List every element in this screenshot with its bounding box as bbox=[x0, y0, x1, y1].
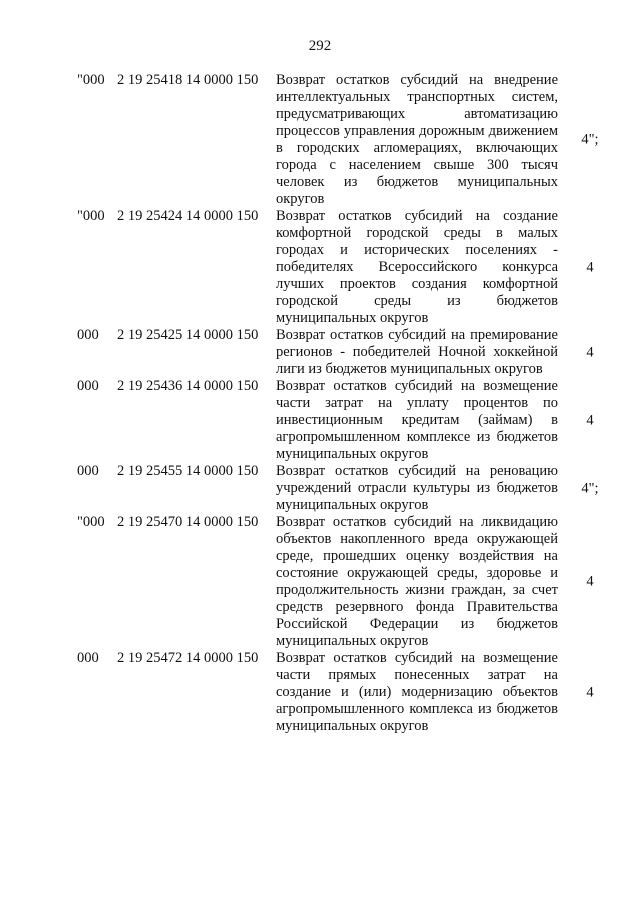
norm-value: 4 bbox=[586, 573, 594, 590]
budget-classification-code: 2 19 25455 14 0000 150 bbox=[117, 463, 259, 479]
table-row bbox=[0, 463, 640, 514]
norm-value: 4 bbox=[586, 259, 594, 275]
budget-classification-code: 2 19 25472 14 0000 150 bbox=[117, 650, 259, 666]
budget-classification-code: 2 19 25424 14 0000 150 bbox=[117, 208, 259, 224]
admin-code: 000 bbox=[77, 650, 99, 666]
table-row bbox=[0, 327, 640, 378]
budget-classification-code: 2 19 25470 14 0000 150 bbox=[117, 514, 259, 530]
revenue-description: Возврат остатков субсидий на ликвидацию объектов накопленного вреда окружающей среде, прошедших оценку воздействия на состояние окружающей среды, здоровье и продолжительность жизни граждан, за счет средств резервного фонда Правительства Российской Федерации из бюджетов муниципальных округов bbox=[276, 514, 558, 649]
norm-value: 4 bbox=[586, 684, 594, 700]
table-row bbox=[0, 378, 640, 463]
revenue-description: Возврат остатков субсидий на возмещение части прямых понесенных затрат на создание и (или) модернизацию объектов агропромышленного комплекса из бюджетов муниципальных округов bbox=[276, 650, 558, 734]
budget-classification-code: 2 19 25436 14 0000 150 bbox=[117, 378, 259, 394]
admin-code: 000 bbox=[77, 378, 99, 394]
table-row bbox=[0, 514, 640, 650]
table-row bbox=[0, 208, 640, 327]
revenue-description: Возврат остатков субсидий на реновацию учреждений отрасли культуры из бюджетов муниципальных округов bbox=[276, 463, 558, 513]
norm-value: 4 bbox=[586, 412, 594, 428]
table-row bbox=[0, 650, 640, 735]
budget-codes-table bbox=[0, 72, 640, 735]
revenue-description: Возврат остатков субсидий на премирование регионов - победителей Ночной хоккейной лиги из бюджетов муниципальных округов bbox=[276, 327, 558, 377]
page-number: 292 bbox=[308, 38, 332, 54]
admin-code: "000 bbox=[77, 514, 105, 530]
admin-code: "000 bbox=[77, 208, 105, 224]
revenue-description: Возврат остатков субсидий на возмещение части затрат на уплату процентов по инвестиционным кредитам (займам) в агропромышленном комплексе из бюджетов муниципальных округов bbox=[276, 378, 558, 462]
admin-code: 000 bbox=[77, 327, 99, 343]
budget-classification-code: 2 19 25425 14 0000 150 bbox=[117, 327, 259, 343]
admin-code: 000 bbox=[77, 463, 99, 479]
revenue-description: Возврат остатков субсидий на внедрение интеллектуальных транспортных систем, предусматривающих автоматизацию процессов управления дорожным движением в городских агломерациях, включающих города с населением свыше 300 тысяч человек из бюджетов муниципальных округов bbox=[276, 72, 558, 207]
norm-value: 4"; bbox=[581, 131, 599, 148]
table-row bbox=[0, 72, 640, 208]
norm-value: 4"; bbox=[581, 480, 599, 496]
revenue-description: Возврат остатков субсидий на создание комфортной городской среды в малых городах и исторических поселениях - победителях Всероссийского конкурса лучших проектов создания комфортной городской среды из бюджетов муниципальных округов bbox=[276, 208, 558, 326]
norm-value: 4 bbox=[586, 344, 594, 360]
budget-classification-code: 2 19 25418 14 0000 150 bbox=[117, 72, 259, 88]
admin-code: "000 bbox=[77, 72, 105, 88]
